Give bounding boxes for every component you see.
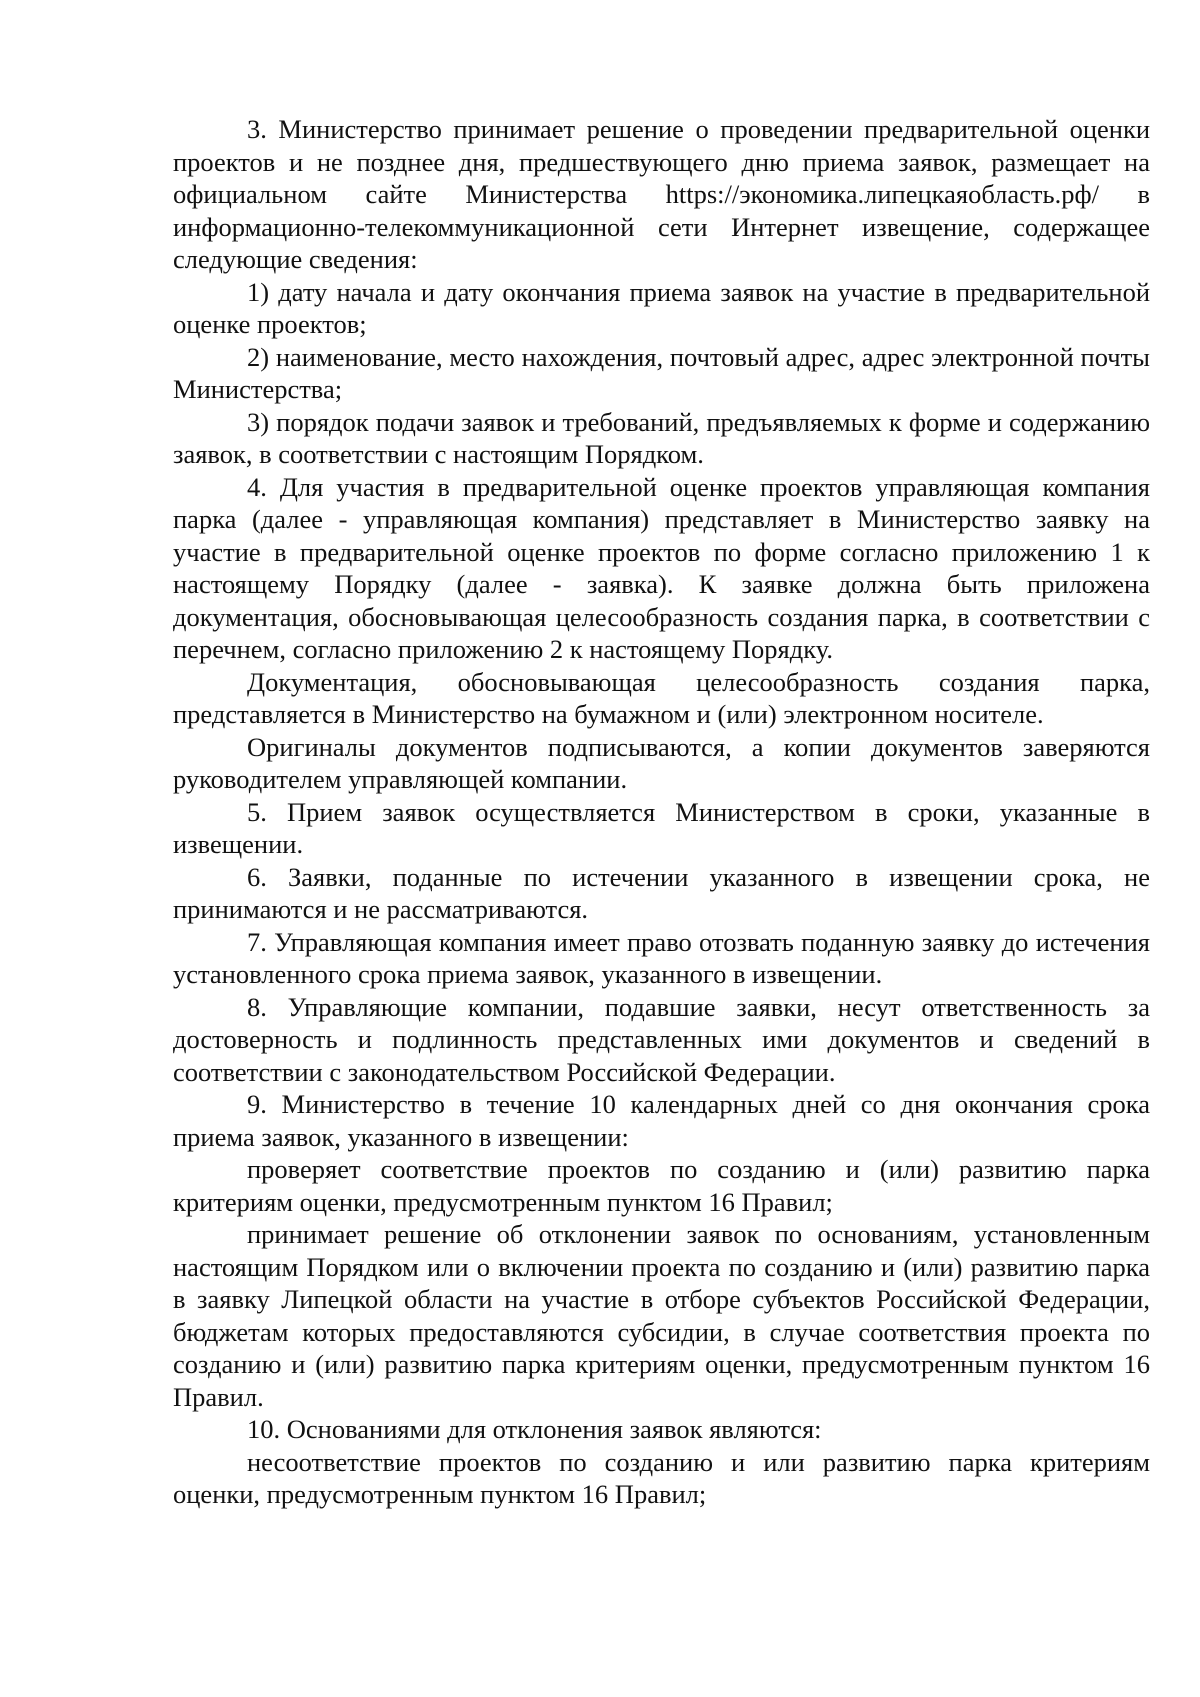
paragraph-10-grounds: 10. Основаниями для отклонения заявок являются:	[247, 1414, 822, 1444]
list-item-2-address: 2) наименование, место нахождения, почтовый адрес, адрес электронной почты Министерства;	[173, 341, 1150, 404]
paragraph-8-responsibility: 8. Управляющие компании, подавшие заявки, несут ответственность за достоверность и подлинность представленных ими документов и сведений в соответствии с законодательством Российской Федерации.	[173, 991, 1150, 1087]
document-body	[173, 113, 1150, 1511]
paragraph-7-withdrawal: 7. Управляющая компания имеет право отозвать поданную заявку до истечения установленного срока приема заявок, указанного в извещении.	[173, 926, 1150, 989]
paragraph-4-application: 4. Для участия в предварительной оценке проектов управляющая компания парка (далее - управляющая компания) представляет в Министерство заявку на участие в предварительной оценке проектов по форме согласно приложению 1 к настоящему Порядку (далее - заявка). К заявке должна быть приложена документация, обосновывающая целесообразность создания парка, в соответствии с перечнем, согласно приложению 2 к настоящему Порядку.	[173, 471, 1150, 664]
paragraph-10-mismatch: несоответствие проектов по созданию и или развитию парка критериям оценки, предусмотренным пунктом 16 Правил;	[173, 1446, 1150, 1509]
paragraph-5-reception: 5. Прием заявок осуществляется Министерством в сроки, указанные в извещении.	[173, 796, 1150, 859]
paragraph-9-check: проверяет соответствие проектов по созданию и (или) развитию парка критериям оценки, предусмотренным пунктом 16 Правил;	[173, 1154, 1150, 1217]
paragraph-6-late-applications: 6. Заявки, поданные по истечении указанного в извещении срока, не принимаются и не рассматриваются.	[173, 861, 1150, 924]
paragraph-3-notice: 3. Министерство принимает решение о проведении предварительной оценки проектов и не позднее дня, предшествующего дню приема заявок, размещает на официальном сайте Министерства https://экономика.липецкаяобласть.рф/ в информационно-телекоммуникационной сети Интернет извещение, содержащее следующие сведения:	[173, 114, 1150, 274]
paragraph-documentation: Документация, обосновывающая целесообразность создания парка, представляется в Министерство на бумажном и (или) электронном носителе.	[173, 666, 1150, 729]
paragraph-originals: Оригиналы документов подписываются, а копии документов заверяются руководителем управляющей компании.	[173, 731, 1150, 794]
list-item-1-dates: 1) дату начала и дату окончания приема заявок на участие в предварительной оценке проектов;	[173, 276, 1150, 339]
list-item-3-procedure: 3) порядок подачи заявок и требований, предъявляемых к форме и содержанию заявок, в соответствии с настоящим Порядком.	[173, 406, 1150, 469]
paragraph-9-decision: принимает решение об отклонении заявок по основаниям, установленным настоящим Порядком или о включении проекта по созданию и (или) развитию парка в заявку Липецкой области на участие в отборе субъектов Российской Федерации, бюджетам которых предоставляются субсидии, в случае соответствия проекта по созданию и (или) развитию парка критериям оценки, предусмотренным пунктом 16 Правил.	[173, 1219, 1150, 1412]
paragraph-9-review: 9. Министерство в течение 10 календарных дней со дня окончания срока приема заявок, указанного в извещении:	[173, 1089, 1150, 1152]
